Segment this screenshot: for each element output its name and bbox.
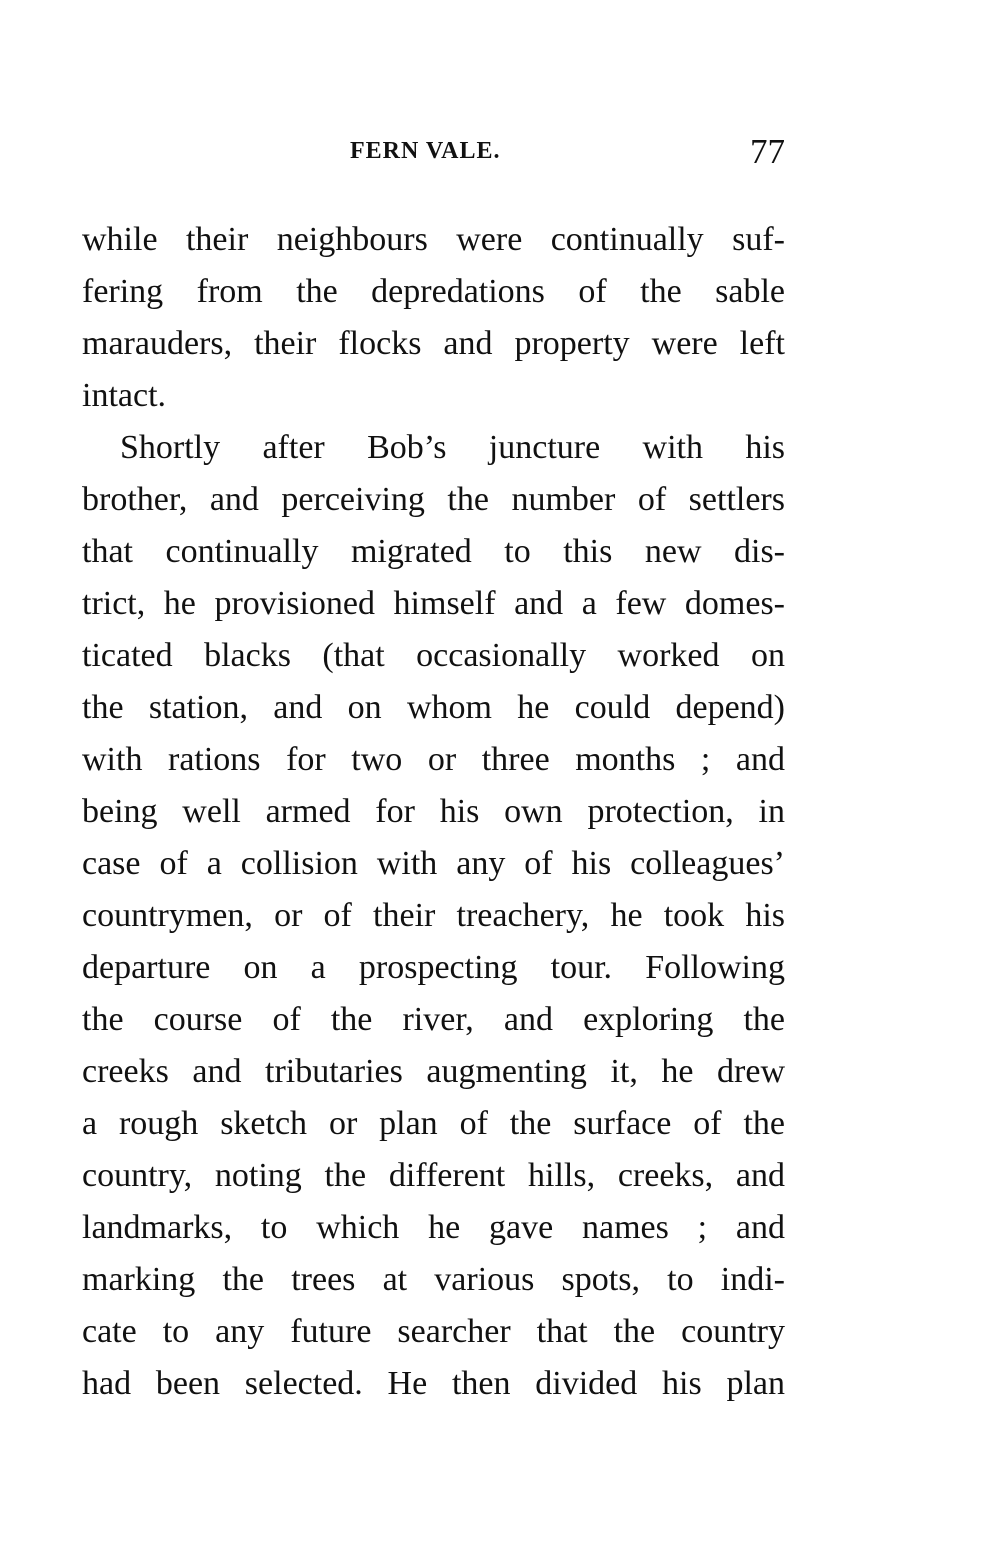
running-head: [82, 132, 785, 176]
running-title: FERN VALE.: [350, 138, 501, 164]
text-line: brother, and perceiving the number of settlers: [82, 481, 785, 518]
text-line: marauders, their flocks and property were left: [82, 325, 785, 362]
text-line: departure on a prospecting tour. Following: [82, 949, 785, 986]
text-line: case of a collision with any of his colleagues’: [82, 845, 785, 882]
text-line: a rough sketch or plan of the surface of the: [82, 1105, 785, 1142]
text-line: trict, he provisioned himself and a few domes-: [82, 585, 785, 622]
text-line: country, noting the different hills, creeks, and: [82, 1157, 785, 1194]
text-line: countrymen, or of their treachery, he took his: [82, 897, 785, 934]
text-line: being well armed for his own protection, in: [82, 793, 785, 830]
text-line: Shortly after Bob’s juncture with his: [120, 429, 785, 466]
text-line: intact.: [82, 377, 167, 414]
text-line: landmarks, to which he gave names ; and: [82, 1209, 785, 1246]
text-line: creeks and tributaries augmenting it, he drew: [82, 1053, 785, 1090]
text-line: cate to any future searcher that the country: [82, 1313, 785, 1350]
text-line: ticated blacks (that occasionally worked on: [82, 637, 785, 674]
text-line: while their neighbours were continually suf-: [82, 221, 785, 258]
text-line: fering from the depredations of the sable: [82, 273, 785, 310]
text-line: with rations for two or three months ; and: [82, 741, 785, 778]
text-line: had been selected. He then divided his plan: [82, 1365, 785, 1402]
page-number: 77: [750, 132, 785, 171]
text-line: the course of the river, and exploring the: [82, 1001, 785, 1038]
text-line: the station, and on whom he could depend): [82, 689, 785, 726]
text-line: marking the trees at various spots, to indi-: [82, 1261, 785, 1298]
text-line: that continually migrated to this new dis-: [82, 533, 785, 570]
